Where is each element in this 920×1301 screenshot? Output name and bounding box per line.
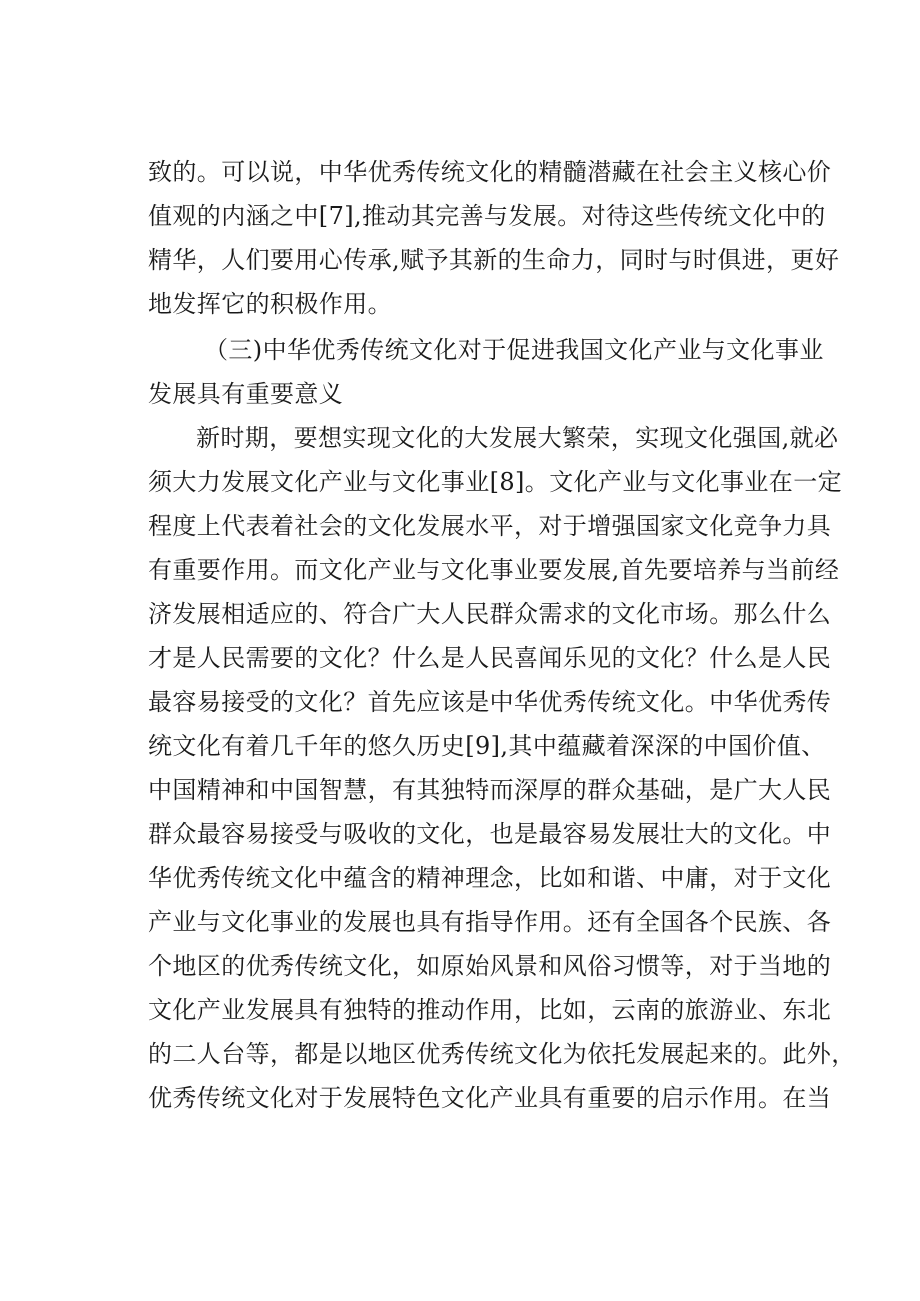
section-heading (148, 328, 824, 416)
text-line: 文化产业发展具有独特的推动作用，比如，云南的旅游业、东北 (148, 996, 832, 1024)
paragraph-main (148, 416, 856, 1120)
heading-line: （三)中华优秀传统文化对于促进我国文化产业与文化事业 (204, 336, 824, 364)
text-line: 华优秀传统文化中蕴含的精神理念，比如和谐、中庸，对于文化 (148, 864, 832, 892)
text-line: 的二人台等，都是以地区优秀传统文化为依托发展起来的。此外， (148, 1040, 856, 1068)
text-line: 致的。可以说，中华优秀传统文化的精髓潜藏在社会主义核心价 (148, 158, 832, 186)
text-line: 值观的内涵之中[7],推动其完善与发展。对待这些传统文化中的 (148, 202, 826, 230)
text-line: 须大力发展文化产业与文化事业[8]。文化产业与文化事业在一定 (148, 468, 842, 496)
text-line: 最容易接受的文化？首先应该是中华优秀传统文化。中华优秀传 (148, 688, 832, 716)
text-line: 群众最容易接受与吸收的文化，也是最容易发展壮大的文化。中 (148, 820, 832, 848)
text-line: 程度上代表着社会的文化发展水平，对于增强国家文化竞争力具 (148, 512, 832, 540)
text-line: 个地区的优秀传统文化，如原始风景和风俗习惯等，对于当地的 (148, 952, 832, 980)
text-line: 有重要作用。而文化产业与文化事业要发展,首先要培养与当前经 (148, 556, 840, 584)
text-line: 中国精神和中国智慧，有其独特而深厚的群众基础，是广大人民 (148, 776, 832, 804)
text-line: 才是人民需要的文化？什么是人民喜闻乐见的文化？什么是人民 (148, 644, 832, 672)
text-line: 精华，人们要用心传承,赋予其新的生命力，同时与时俱进，更好 (148, 246, 840, 274)
text-line: 统文化有着几千年的悠久历史[9],其中蕴藏着深深的中国价值、 (148, 732, 826, 760)
text-line: 济发展相适应的、符合广大人民群众需求的文化市场。那么什么 (148, 600, 832, 628)
text-line: 优秀传统文化对于发展特色文化产业具有重要的启示作用。在当 (148, 1084, 832, 1112)
heading-line: 发展具有重要意义 (148, 380, 344, 408)
paragraph-continued (148, 150, 840, 326)
text-line: 新时期，要想实现文化的大发展大繁荣，实现文化强国,就必 (196, 424, 839, 452)
text-line: 产业与文化事业的发展也具有指导作用。还有全国各个民族、各 (148, 908, 832, 936)
text-line: 地发挥它的积极作用。 (148, 290, 392, 318)
